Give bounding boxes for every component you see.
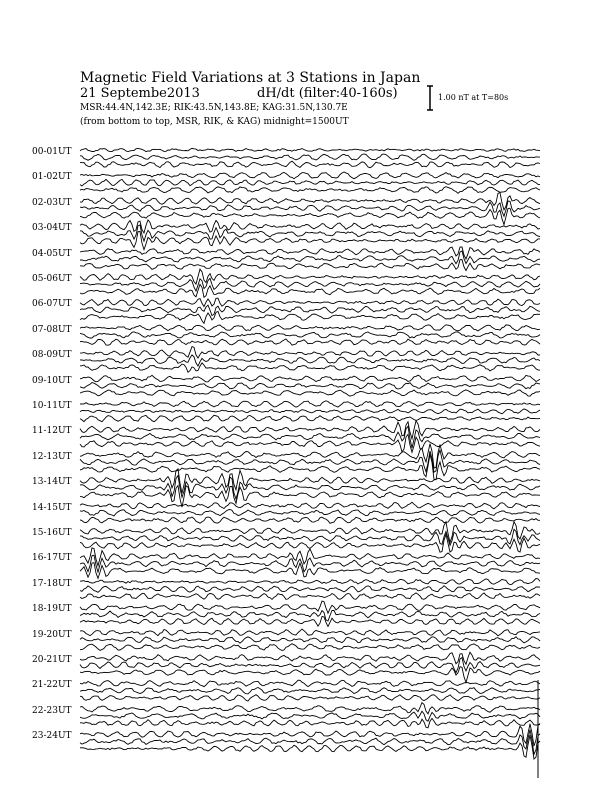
trace-MSR-00-01UT	[80, 161, 540, 168]
trace-KAG-13-14UT	[80, 469, 540, 494]
trace-RIK-14-15UT	[80, 510, 540, 516]
trace-RIK-05-06UT	[80, 278, 540, 291]
trace-KAG-09-10UT	[80, 375, 540, 382]
trace-RIK-18-19UT	[80, 610, 540, 621]
hour-label: 12-13UT	[32, 451, 72, 462]
hour-label: 06-07UT	[32, 299, 72, 310]
trace-MSR-08-09UT	[80, 363, 540, 372]
trace-MSR-04-05UT	[80, 260, 540, 271]
trace-KAG-22-23UT	[80, 703, 540, 714]
hour-label: 04-05UT	[32, 248, 72, 259]
hour-label: 23-24UT	[32, 731, 72, 742]
hour-label: 11-12UT	[32, 426, 72, 437]
trace-RIK-09-10UT	[80, 383, 540, 390]
trace-RIK-22-23UT	[80, 711, 540, 721]
trace-KAG-10-11UT	[80, 401, 540, 407]
hour-label: 21-22UT	[32, 680, 72, 691]
trace-KAG-07-08UT	[80, 325, 540, 331]
trace-MSR-07-08UT	[80, 339, 540, 345]
hour-label: 10-11UT	[32, 401, 72, 411]
hour-label: 15-16UT	[32, 528, 72, 538]
trace-KAG-19-20UT	[80, 629, 540, 636]
hour-label: 14-15UT	[32, 502, 72, 513]
quantity-label: dH/dt (filter:40-160s)	[257, 86, 398, 101]
hour-label: 00-01UT	[32, 147, 72, 157]
trace-KAG-00-01UT	[80, 148, 540, 151]
hour-label: 05-06UT	[32, 274, 72, 284]
trace-KAG-21-22UT	[80, 680, 540, 687]
trace-MSR-14-15UT	[80, 517, 540, 523]
station-order-note: (from bottom to top, MSR, RIK, & KAG) midnight=1500UT	[80, 117, 349, 127]
station-coordinates: MSR:44.4N,142.3E; RIK:43.5N,143.8E; KAG:31.5N,130.7E	[80, 103, 348, 113]
trace-MSR-17-18UT	[80, 593, 540, 600]
trace-MSR-21-22UT	[80, 695, 540, 701]
trace-KAG-08-09UT	[80, 347, 540, 358]
trace-MSR-18-19UT	[80, 617, 540, 627]
trace-RIK-04-05UT	[80, 251, 540, 264]
trace-MSR-09-10UT	[80, 390, 540, 396]
hour-label: 16-17UT	[32, 553, 72, 564]
hour-label: 08-09UT	[32, 350, 72, 361]
trace-MSR-11-12UT	[80, 434, 540, 452]
trace-RIK-17-18UT	[80, 586, 540, 593]
trace-KAG-01-02UT	[80, 172, 540, 179]
trace-KAG-20-21UT	[80, 652, 540, 664]
trace-KAG-18-19UT	[80, 601, 540, 613]
hour-label: 17-18UT	[32, 578, 72, 589]
scale-bar-label: 1.00 nT at T=80s	[438, 93, 509, 102]
trace-RIK-07-08UT	[80, 332, 540, 338]
trace-MSR-19-20UT	[80, 644, 540, 651]
trace-MSR-01-02UT	[80, 187, 540, 194]
hour-label: 01-02UT	[32, 172, 72, 183]
trace-RIK-10-11UT	[80, 409, 540, 414]
trace-KAG-06-07UT	[80, 298, 540, 306]
hour-label: 19-20UT	[32, 629, 72, 640]
hour-label: 13-14UT	[32, 477, 72, 488]
hour-label: 02-03UT	[32, 197, 72, 208]
trace-MSR-06-07UT	[80, 312, 540, 324]
hour-label: 18-19UT	[32, 604, 72, 615]
trace-MSR-10-11UT	[80, 415, 540, 421]
trace-KAG-14-15UT	[80, 502, 540, 509]
trace-KAG-12-13UT	[80, 444, 540, 468]
trace-KAG-17-18UT	[80, 579, 540, 585]
trace-RIK-08-09UT	[80, 355, 540, 366]
trace-MSR-03-04UT	[80, 232, 540, 250]
hour-label: 09-10UT	[32, 375, 72, 386]
trace-RIK-00-01UT	[80, 154, 540, 160]
hour-label: 20-21UT	[32, 655, 72, 665]
trace-RIK-21-22UT	[80, 688, 540, 694]
trace-MSR-12-13UT	[80, 454, 540, 479]
date-label: 21 Septembe2013	[80, 86, 200, 101]
trace-MSR-22-23UT	[80, 718, 540, 727]
trace-RIK-01-02UT	[80, 179, 540, 186]
trace-RIK-06-07UT	[80, 305, 540, 316]
hour-label: 03-04UT	[32, 223, 72, 234]
hour-label: 07-08UT	[32, 324, 72, 335]
trace-RIK-19-20UT	[80, 637, 540, 644]
hour-label: 22-23UT	[32, 705, 72, 716]
trace-MSR-02-03UT	[80, 208, 540, 225]
trace-RIK-15-16UT	[80, 529, 540, 545]
trace-MSR-05-06UT	[80, 284, 540, 297]
trace-MSR-16-17UT	[80, 563, 540, 579]
trace-MSR-20-21UT	[80, 667, 540, 683]
chart-title: Magnetic Field Variations at 3 Stations in Japan	[80, 70, 421, 86]
